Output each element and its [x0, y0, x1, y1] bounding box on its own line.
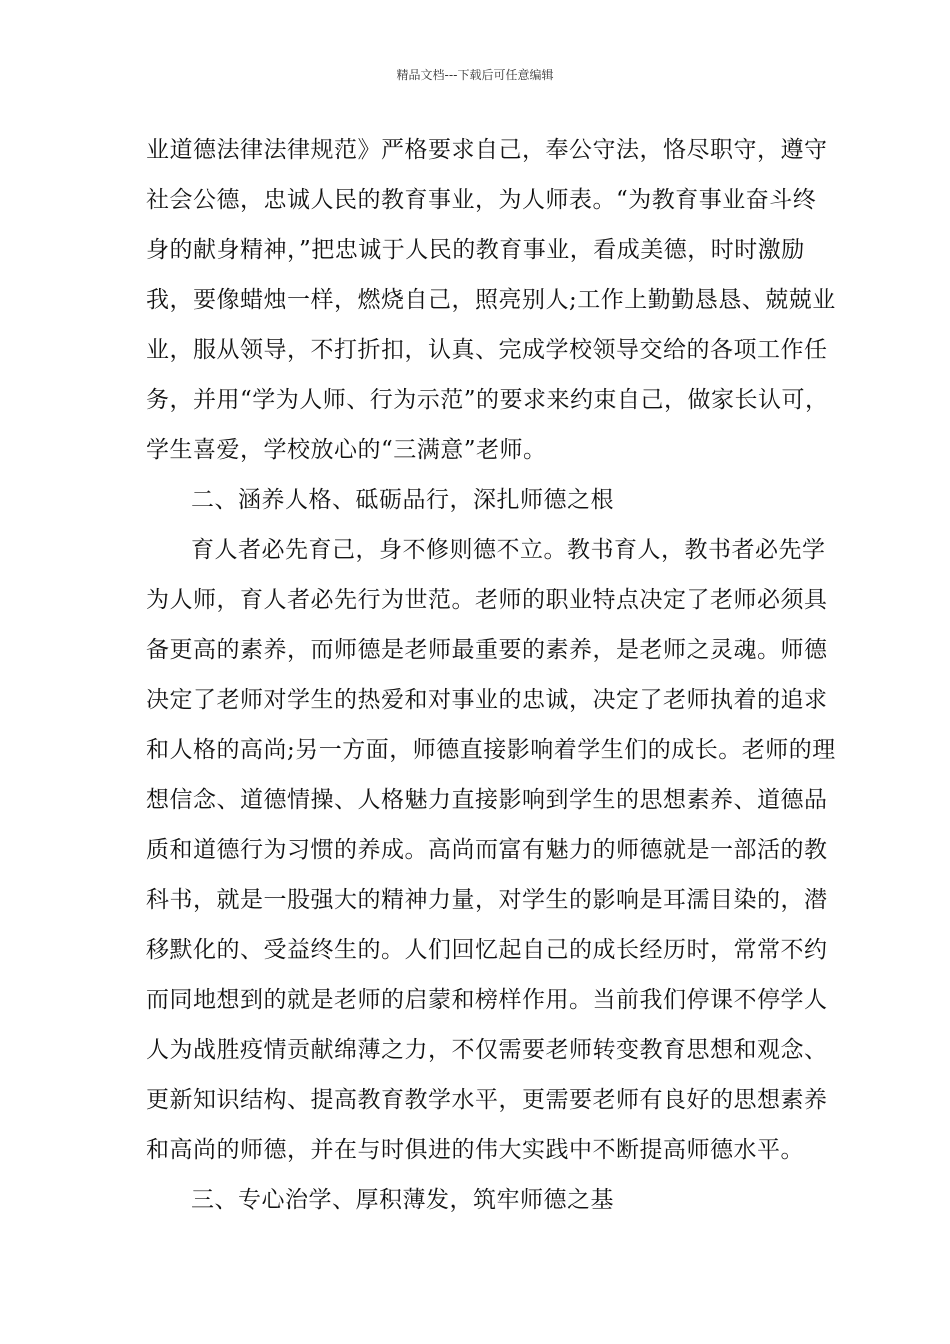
body-line: 学生喜爱，学校放心的“三满意”老师。 [146, 437, 547, 463]
body-line: 人为战胜疫情贡献绵薄之力，不仅需要老师转变教育思想和观念、 [146, 1037, 828, 1063]
body-line: 更新知识结构、提高教育教学水平，更需要老师有良好的思想素养 [146, 1087, 828, 1113]
body-line: 科书，就是一股强大的精神力量，对学生的影响是耳濡目染的，潜 [146, 887, 828, 913]
body-line: 备更高的素养，而师德是老师最重要的素养，是老师之灵魂。师德 [146, 637, 828, 663]
section-heading: 二、涵养人格、砥砺品行，深扎师德之根 [191, 487, 614, 513]
body-line: 移默化的、受益终生的。人们回忆起自己的成长经历时，常常不约 [146, 937, 828, 963]
body-line: 和高尚的师德，并在与时俱进的伟大实践中不断提高师德水平。 [146, 1137, 804, 1163]
body-line: 而同地想到的就是老师的启蒙和榜样作用。当前我们停课不停学人 [146, 987, 828, 1013]
body-line: 为人师，育人者必先行为世范。老师的职业特点决定了老师必须具 [146, 587, 828, 613]
body-line: 社会公德，忠诚人民的教育事业，为人师表。“为教育事业奋斗终 [146, 187, 817, 213]
body-line: 质和道德行为习惯的养成。高尚而富有魅力的师德就是一部活的教 [146, 837, 828, 863]
body-line: 决定了老师对学生的热爱和对事业的忠诚，决定了老师执着的追求 [146, 687, 828, 713]
page-header: 精品文档---下载后可任意编辑 [396, 68, 554, 82]
body-line: 想信念、道德情操、人格魅力直接影响到学生的思想素养、道德品 [146, 787, 828, 813]
body-line: 务，并用“学为人师、行为示范”的要求来约束自己，做家长认可， [146, 387, 829, 413]
body-line: 我，要像蜡烛一样，燃烧自己，照亮别人;工作上勤勤恳恳、兢兢业 [146, 287, 836, 313]
body-line: 业道德法律法律规范》严格要求自己，奉公守法，恪尽职守，遵守 [146, 137, 828, 163]
body-line: 育人者必先育己，身不修则德不立。教书育人，教书者必先学 [191, 537, 826, 563]
body-line: 业，服从领导，不打折扣，认真、完成学校领导交给的各项工作任 [146, 337, 828, 363]
section-heading: 三、专心治学、厚积薄发，筑牢师德之基 [191, 1187, 614, 1213]
body-line: 和人格的高尚;另一方面，师德直接影响着学生们的成长。老师的理 [146, 737, 836, 763]
body-line: 身的献身精神，”把忠诚于人民的教育事业，看成美德，时时激励 [146, 237, 805, 263]
